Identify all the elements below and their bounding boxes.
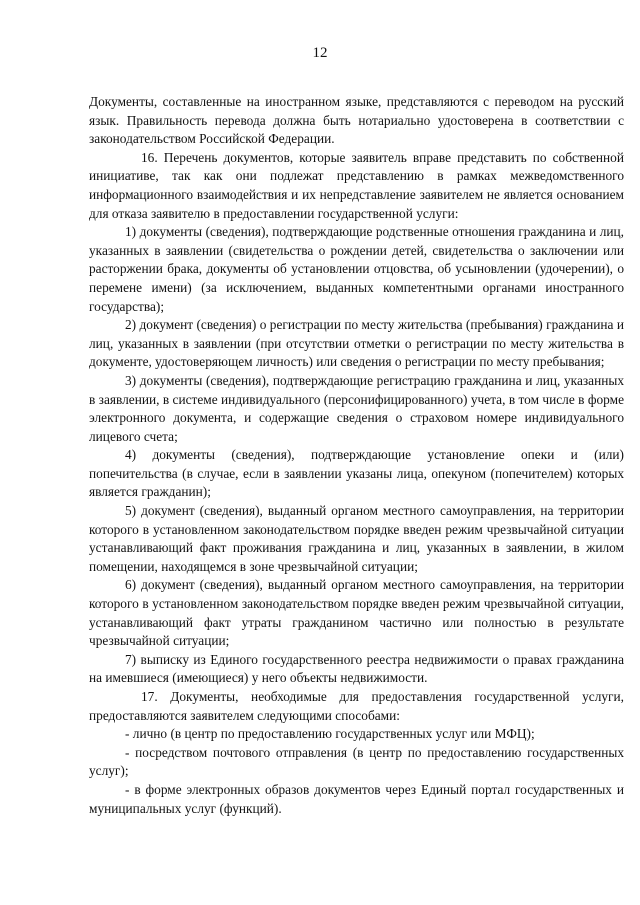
section-16-paragraph: 16. Перечень документов, которые заявитель вправе представить по собственной инициативе, так как они подлежат представлению в рамках межведомственного информационного взаимодействия и их непредставление заявителем не является основанием для отказа заявителю в предоставлении государственной услуги: bbox=[89, 149, 624, 221]
list-item-7: 7) выписку из Единого государственного реестра недвижимости о правах гражданина на имевшиеся (имеющиеся) у него объекты недвижимости. bbox=[89, 651, 624, 686]
section-17-paragraph: 17. Документы, необходимые для предоставления государственной услуги, предоставляются заявителем следующими способами: bbox=[89, 689, 624, 723]
list-item-6: 6) документ (сведения), выданный органом местного самоуправления, на территории которого в установленном законодательством порядке введен режим чрезвычайной ситуации, устанавливающий факт утраты гражданином частично или полностью в результате чрезвычайной ситуации; bbox=[89, 577, 624, 649]
list-item-2: 2) документ (сведения) о регистрации по месту жительства (пребывания) гражданина и лиц, указанных в заявлении (при отсутствии отметки о регистрации по месту жительства в документе, удостоверяющем личность) или сведения о регистрации по месту пребывания; bbox=[89, 317, 624, 370]
document-body bbox=[89, 93, 624, 818]
method-electronic: - в форме электронных образов документов через Единый портал государственных и муниципальных услуг (функций). bbox=[89, 781, 624, 816]
method-in-person: - лично (в центр по предоставлению государственных услуг или МФЦ); bbox=[125, 726, 535, 742]
list-item-5: 5) документ (сведения), выданный органом местного самоуправления, на территории которого в установленном законодательством порядке введен режим чрезвычайной ситуации устанавливающий факт проживания гражданина и лиц, указанных в заявлении, в жилом помещении, находящемся в зоне чрезвычайной ситуации; bbox=[89, 503, 624, 574]
list-item-4: 4) документы (сведения), подтверждающие установление опеки и (или) попечительства (в случае, если в заявлении указаны лица, опекуном (попечителем) которых является гражданин); bbox=[89, 447, 624, 500]
foreign-language-paragraph: Документы, составленные на иностранном языке, представляются с переводом на русский язык. Правильность перевода должна быть нотариально удостоверена в соответствии с законодательством Российской Федерации. bbox=[89, 94, 624, 147]
list-item-1: 1) документы (сведения), подтверждающие родственные отношения гражданина и лиц, указанных в заявлении (свидетельства о рождении детей, свидетельства о заключении или расторжении брака, документы об установлении отцовства, об усыновлении (удочерении), о перемене имени) (за исключением, выданных компетентными органами иностранного государства); bbox=[89, 224, 624, 314]
page-number: 12 bbox=[312, 45, 328, 61]
list-item-3: 3) документы (сведения), подтверждающие регистрацию гражданина и лиц, указанных в заявлении, в системе индивидуального (персонифицированного) учета, в том числе в форме электронного документа, и содержащие сведения о страховом номере индивидуального лицевого счета; bbox=[89, 372, 624, 444]
method-postal: - посредством почтового отправления (в центр по предоставлению государственных услуг); bbox=[89, 744, 624, 779]
